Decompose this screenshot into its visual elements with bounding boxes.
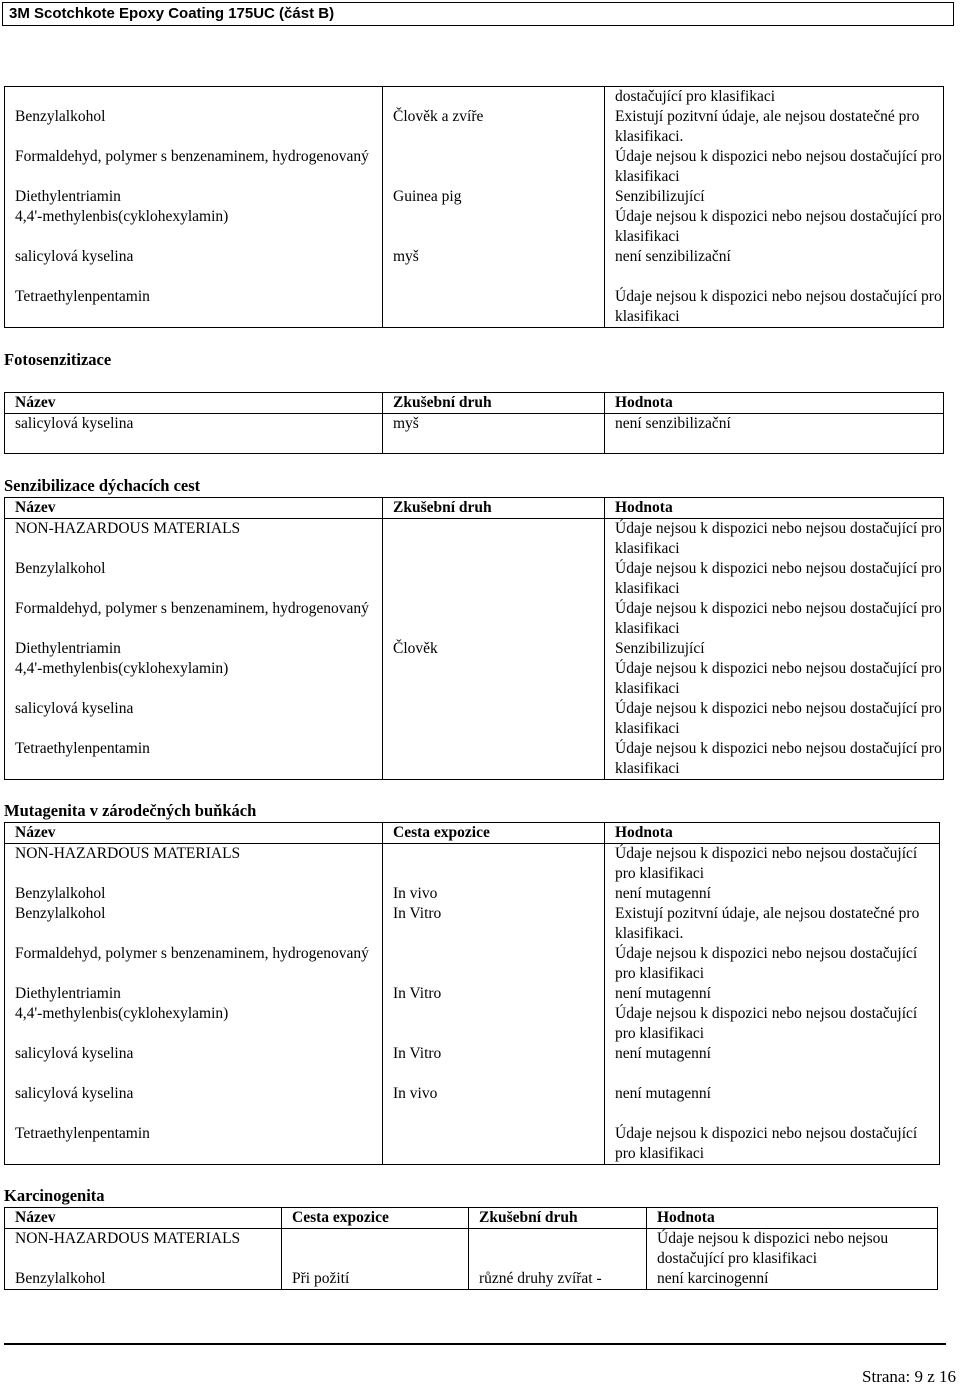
table-cell — [383, 147, 605, 187]
table-cell: Benzylalkohol — [5, 559, 383, 599]
table-row — [5, 1004, 940, 1044]
table-cell: Zkušební druh — [383, 498, 605, 519]
table-cell — [383, 659, 605, 699]
table-row — [5, 559, 944, 599]
table-cell: salicylová kyselina — [5, 699, 383, 739]
table-row — [5, 187, 944, 207]
table-cell: Zkušební druh — [469, 1208, 647, 1229]
table-cell: Formaldehyd, polymer s benzenaminem, hydrogenovaný — [5, 147, 383, 187]
table-row — [5, 1084, 940, 1124]
table-row — [5, 904, 940, 944]
table-row — [5, 87, 944, 108]
table-cell: In Vitro — [383, 904, 605, 944]
table-cell: Název — [5, 823, 383, 844]
table-cell: Existují pozitvní údaje, ale nejsou dostatečné pro klasifikaci. — [605, 904, 940, 944]
table-cell — [383, 519, 605, 560]
table-cell: Název — [5, 1208, 282, 1229]
table-cell — [383, 559, 605, 599]
table-cell — [5, 87, 383, 108]
document-header — [2, 2, 954, 26]
table-row — [5, 1044, 940, 1084]
table-cell: Formaldehyd, polymer s benzenaminem, hydrogenovaný — [5, 944, 383, 984]
table-cell: Benzylalkohol — [5, 107, 383, 147]
table-cell: Údaje nejsou k dispozici nebo nejsou dostačující pro klasifikaci — [605, 1124, 940, 1165]
table-cell: Při požití — [282, 1269, 469, 1290]
table-cell — [383, 1124, 605, 1165]
table-cell: Údaje nejsou k dispozici nebo nejsou dostačující pro klasifikaci — [605, 844, 940, 885]
table-row — [5, 639, 944, 659]
table-cell: Údaje nejsou k dispozici nebo nejsou dostačující pro klasifikaci — [605, 559, 944, 599]
table-cell: myš — [383, 414, 605, 454]
table-cell: Benzylalkohol — [5, 1269, 282, 1290]
section-title-photosensitization: Fotosenzitizace — [4, 350, 112, 369]
respiratory-sensitization-table — [4, 497, 944, 780]
table-cell: dostačující pro klasifikaci — [605, 87, 944, 108]
table-cell: Údaje nejsou k dispozici nebo nejsou dostačující pro klasifikaci — [605, 944, 940, 984]
skin-sensitization-table — [4, 86, 944, 328]
table-cell: Údaje nejsou k dispozici nebo nejsou dostačující pro klasifikaci — [605, 659, 944, 699]
table-cell: Diethylentriamin — [5, 984, 383, 1004]
table-cell: Člověk — [383, 639, 605, 659]
table-row — [5, 1124, 940, 1165]
table-cell: NON-HAZARDOUS MATERIALS — [5, 519, 383, 560]
table-cell: salicylová kyselina — [5, 1084, 383, 1124]
table-cell — [383, 287, 605, 328]
table-cell: NON-HAZARDOUS MATERIALS — [5, 1229, 282, 1270]
table-cell: Cesta expozice — [282, 1208, 469, 1229]
table-row — [5, 944, 940, 984]
table-cell: není mutagenní — [605, 984, 940, 1004]
section-title-mutagenicity: Mutagenita v zárodečných buňkách — [4, 801, 257, 820]
table-cell: 4,4'-methylenbis(cyklohexylamin) — [5, 1004, 383, 1044]
table-cell — [383, 207, 605, 247]
table-header — [5, 823, 940, 844]
table-cell — [282, 1229, 469, 1270]
table-cell: Tetraethylenpentamin — [5, 287, 383, 328]
table-row — [5, 147, 944, 187]
table-row — [5, 287, 944, 328]
table-header — [5, 498, 944, 519]
table-cell: není karcinogenní — [647, 1269, 938, 1290]
table-cell: Hodnota — [605, 823, 940, 844]
table-cell — [383, 699, 605, 739]
table-row — [5, 739, 944, 780]
table-cell — [383, 1004, 605, 1044]
table-cell: Existují pozitvní údaje, ale nejsou dostatečné pro klasifikaci. — [605, 107, 944, 147]
table-cell: Zkušební druh — [383, 393, 605, 414]
table-cell: Cesta expozice — [383, 823, 605, 844]
table-cell: Člověk a zvíře — [383, 107, 605, 147]
table-cell: Hodnota — [605, 498, 944, 519]
table-cell: Název — [5, 393, 383, 414]
table-cell: Údaje nejsou k dispozici nebo nejsou dostačující pro klasifikaci — [605, 1004, 940, 1044]
table-cell: není mutagenní — [605, 884, 940, 904]
table-cell: 4,4'-methylenbis(cyklohexylamin) — [5, 659, 383, 699]
table-row — [5, 984, 940, 1004]
table-cell: Senzibilizující — [605, 187, 944, 207]
table-cell: Hodnota — [647, 1208, 938, 1229]
table-row — [5, 1229, 938, 1270]
table-cell: Údaje nejsou k dispozici nebo nejsou dostačující pro klasifikaci — [605, 699, 944, 739]
section-title-respiratory-sensitization: Senzibilizace dýchacích cest — [4, 476, 201, 495]
table-cell: In vivo — [383, 884, 605, 904]
table-header — [5, 1208, 938, 1229]
table-row — [5, 844, 940, 885]
table-row — [5, 207, 944, 247]
table-cell: Diethylentriamin — [5, 639, 383, 659]
table-cell: Údaje nejsou k dispozici nebo nejsou dostačující pro klasifikaci — [647, 1229, 938, 1270]
table-cell: Údaje nejsou k dispozici nebo nejsou dostačující pro klasifikaci — [605, 519, 944, 560]
table-row — [5, 884, 940, 904]
table-cell: Benzylalkohol — [5, 904, 383, 944]
table-cell: In vivo — [383, 1084, 605, 1124]
table-cell: Senzibilizující — [605, 639, 944, 659]
table-cell — [383, 844, 605, 885]
table-cell: Formaldehyd, polymer s benzenaminem, hydrogenovaný — [5, 599, 383, 639]
footer-divider — [4, 1343, 946, 1345]
table-cell — [469, 1229, 647, 1270]
table-cell: NON-HAZARDOUS MATERIALS — [5, 844, 383, 885]
mutagenicity-table — [4, 822, 940, 1165]
table-cell: salicylová kyselina — [5, 1044, 383, 1084]
table-row — [5, 659, 944, 699]
table-row — [5, 519, 944, 560]
table-cell: Tetraethylenpentamin — [5, 1124, 383, 1165]
table-cell: Guinea pig — [383, 187, 605, 207]
table-cell: salicylová kyselina — [5, 414, 383, 454]
table-row — [5, 247, 944, 287]
table-cell: Diethylentriamin — [5, 187, 383, 207]
table-cell: Benzylalkohol — [5, 884, 383, 904]
table-cell: Údaje nejsou k dispozici nebo nejsou dostačující pro klasifikaci — [605, 207, 944, 247]
table-cell: Tetraethylenpentamin — [5, 739, 383, 780]
table-cell: různé druhy zvířat - — [469, 1269, 647, 1290]
table-cell: salicylová kyselina — [5, 247, 383, 287]
table-cell: Název — [5, 498, 383, 519]
table-cell — [383, 944, 605, 984]
photosensitization-table — [4, 392, 944, 454]
section-title-carcinogenicity: Karcinogenita — [4, 1186, 105, 1205]
document-title: 3M Scotchkote Epoxy Coating 175UC (část B) — [9, 5, 335, 22]
table-cell: 4,4'-methylenbis(cyklohexylamin) — [5, 207, 383, 247]
table-row — [5, 107, 944, 147]
table-cell — [383, 739, 605, 780]
table-cell: Údaje nejsou k dispozici nebo nejsou dostačující pro klasifikaci — [605, 287, 944, 328]
table-cell: In Vitro — [383, 984, 605, 1004]
table-row — [5, 599, 944, 639]
table-cell: není mutagenní — [605, 1044, 940, 1084]
table-cell: Hodnota — [605, 393, 944, 414]
table-header — [5, 393, 944, 414]
table-cell: myš — [383, 247, 605, 287]
page-number: Strana: 9 z 16 — [862, 1367, 956, 1386]
table-cell — [383, 599, 605, 639]
table-cell: není senzibilizační — [605, 414, 944, 454]
carcinogenicity-table — [4, 1207, 938, 1290]
table-cell: Údaje nejsou k dispozici nebo nejsou dostačující pro klasifikaci — [605, 739, 944, 780]
table-cell: není mutagenní — [605, 1084, 940, 1124]
table-cell: není senzibilizační — [605, 247, 944, 287]
table-row — [5, 414, 944, 454]
table-cell: In Vitro — [383, 1044, 605, 1084]
table-cell — [383, 87, 605, 108]
table-cell: Údaje nejsou k dispozici nebo nejsou dostačující pro klasifikaci — [605, 147, 944, 187]
table-row — [5, 1269, 938, 1290]
table-row — [5, 699, 944, 739]
table-cell: Údaje nejsou k dispozici nebo nejsou dostačující pro klasifikaci — [605, 599, 944, 639]
